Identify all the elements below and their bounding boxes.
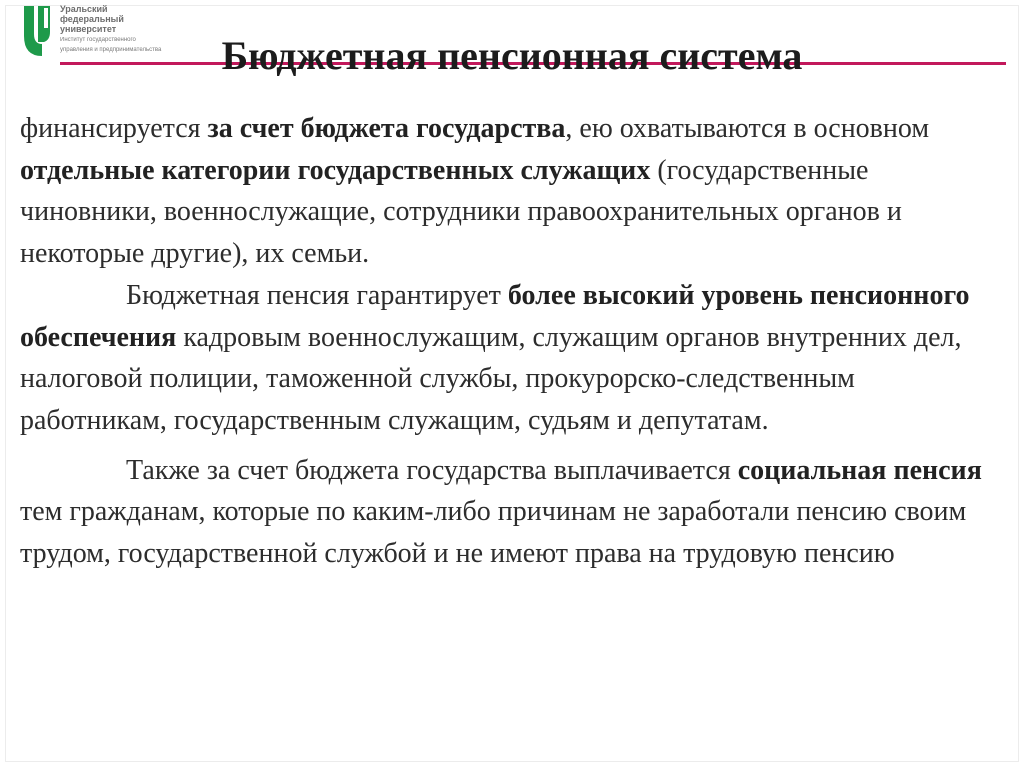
- p1-text-3: (государственные чиновники, военнослужащие, сотрудники правоохранительных органов и некоторые другие), их семьи.: [20, 154, 902, 270]
- p1-bold-1: за счет бюджета государства: [207, 113, 566, 144]
- p3-bold-1: социальная пенсия: [737, 454, 982, 486]
- p1-text-2: , ею охватываются в основном: [565, 113, 930, 144]
- logo-line-1: Уральский: [60, 4, 108, 14]
- p3-text-1: Также за счет бюджета государства выплачивается: [126, 454, 738, 486]
- p1-text-1: финансируется: [20, 113, 208, 144]
- p2-text-1: Бюджетная пенсия гарантирует: [126, 279, 508, 311]
- logo-sub-2: управления и предпринимательства: [60, 47, 162, 53]
- p3-text-2: тем гражданам, которые по каким-либо причинам не заработали пенсию своим трудом, государственной службой и не имеют права на трудовую пенсию: [20, 496, 967, 570]
- paragraph-guarantee: [20, 275, 995, 442]
- logo-line-2: федеральный: [60, 14, 124, 24]
- slide-body: [20, 108, 995, 575]
- slide-title: Бюджетная пенсионная система: [221, 33, 803, 78]
- logo-sub-1: Институт государственного: [60, 37, 136, 43]
- p2-bold-1: более высокий уровень пенсионного обеспечения: [20, 279, 970, 353]
- p2-text-2: кадровым военнослужащим, служащим органов внутренних дел, налоговой полиции, таможенной службы, прокурорско-следственным работникам, государственным служащим, судьям и депутатам.: [20, 321, 962, 436]
- p1-bold-2: отдельные категории государственных служащих: [20, 154, 651, 186]
- paragraph-funding: [20, 108, 995, 275]
- logo-line-3: университет: [60, 24, 117, 34]
- paragraph-social-pension: [20, 450, 995, 575]
